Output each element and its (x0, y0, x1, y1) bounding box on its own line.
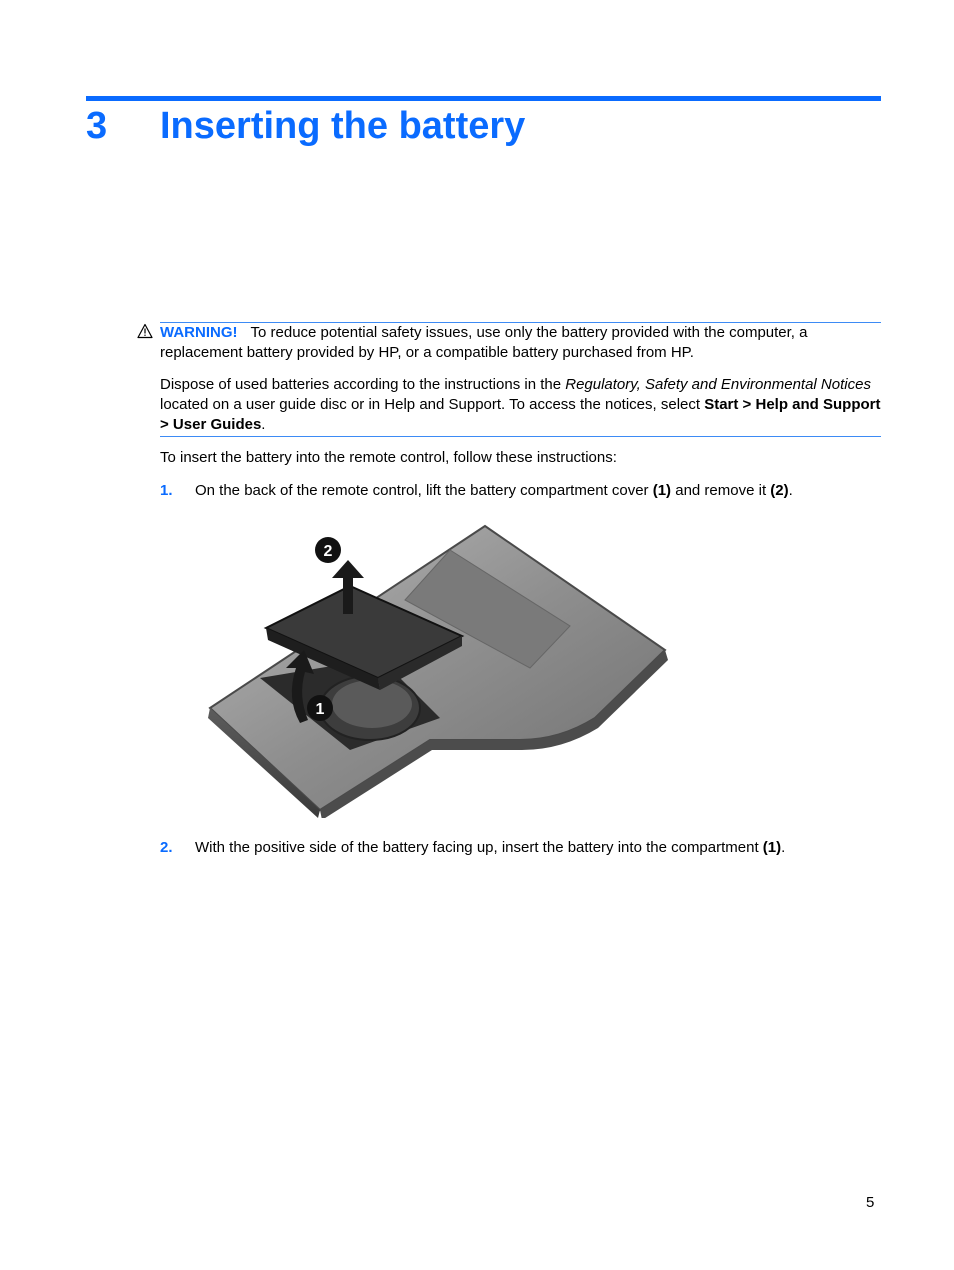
step-text-part: With the positive side of the battery facing up, insert the battery into the compartment (195, 839, 763, 856)
chapter-top-rule (86, 96, 881, 101)
callout-2-badge (315, 537, 341, 563)
dispose-text: located on a user guide disc or in Help and Support. To access the notices, select (160, 396, 705, 413)
chapter-title: Inserting the battery (160, 105, 526, 147)
step-text (195, 481, 881, 501)
step-text-part: . (781, 839, 786, 856)
page-number: 5 (866, 1194, 875, 1211)
help-path: Start > Help and Support > User Guides (160, 396, 881, 433)
warning-paragraph (160, 323, 881, 363)
dispose-text: . (261, 416, 266, 433)
callout-2-label: 2 (323, 543, 333, 560)
remote-control-illustration (200, 518, 675, 818)
step-text-part: . (788, 482, 793, 499)
chapter-number: 3 (86, 105, 108, 147)
warning-icon (137, 323, 153, 339)
step-text (195, 838, 881, 858)
callout-1-badge (307, 695, 333, 721)
dispose-text: Dispose of used batteries according to the instructions in the (160, 376, 566, 393)
warning-text: To reduce potential safety issues, use only the battery provided with the computer, a replacement battery provided by HP, or a compatible battery purchased from HP. (160, 324, 808, 361)
step-text-part: On the back of the remote control, lift the battery compartment cover (195, 482, 653, 499)
callout-ref: (1) (652, 482, 672, 499)
callout-1-label: 1 (315, 701, 325, 718)
remote-body (208, 526, 668, 818)
step-number: 1. (160, 482, 173, 499)
step-text-part: and remove it (671, 482, 771, 499)
warning-label: WARNING! (160, 324, 238, 341)
warning-box (160, 322, 881, 437)
callout-ref: (1) (762, 839, 782, 856)
intro-text: To insert the battery into the remote control, follow these instructions: (160, 449, 617, 466)
dispose-paragraph (160, 375, 881, 435)
step-number: 2. (160, 839, 173, 856)
callout-ref: (2) (770, 482, 789, 499)
regulatory-notices-title: Regulatory, Safety and Environmental Notices (565, 376, 871, 393)
